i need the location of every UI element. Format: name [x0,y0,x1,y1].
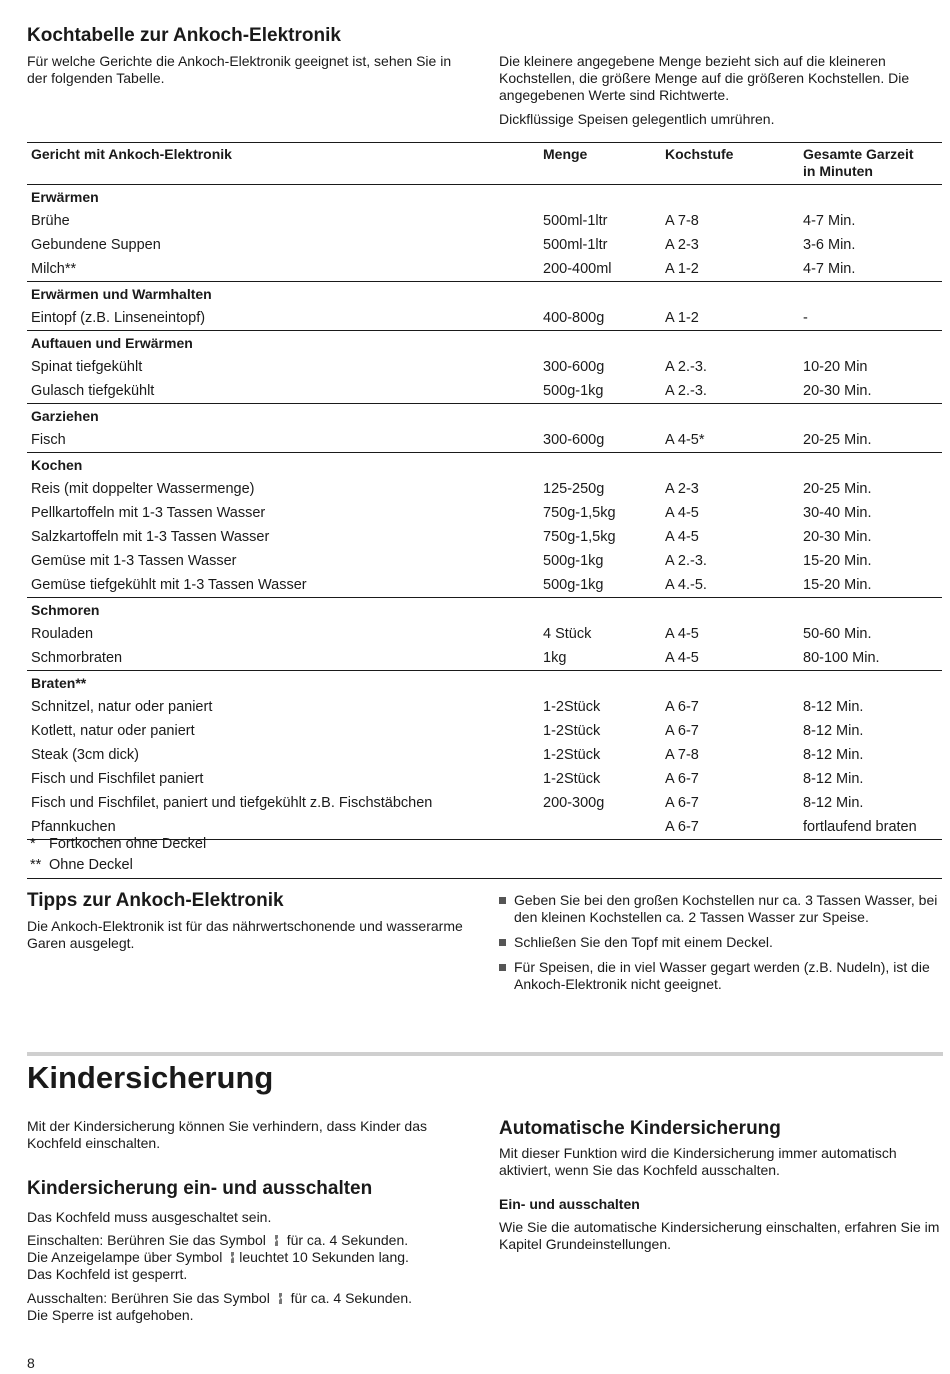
kinder-precondition: Das Kochfeld muss ausgeschaltet sein. [27,1209,272,1225]
cell-dish: Salzkartoffeln mit 1-3 Tassen Wasser [31,529,270,545]
cooking-table [27,142,942,840]
cell-level: A 4-5 [665,626,699,642]
table-group [27,331,942,404]
cell-dish: Steak (3cm dick) [31,747,139,763]
cell-time: 10-20 Min [803,359,868,375]
intro-left: Für welche Gerichte die Ankoch-Elektronik geeignet ist, sehen Sie in der folgenden Tabelle. [27,53,452,86]
cell-time: 20-25 Min. [803,481,872,497]
cell-level: A 1-2 [665,310,699,326]
header-level: Kochstufe [665,146,734,162]
table-group [27,598,942,671]
cell-level: A 6-7 [665,723,699,739]
cell-time: 8-12 Min. [803,699,864,715]
group-header-row [27,453,942,477]
cell-dish: Rouladen [31,626,94,642]
cell-level: A 7-8 [665,747,699,763]
cell-dish: Gulasch tiefgekühlt [31,383,155,399]
cell-dish: Kotlett, natur oder paniert [31,723,195,739]
note-mark: * [30,836,36,852]
group-title: Auftauen und Erwärmen [31,335,193,351]
table-group [27,282,942,331]
ausschalten-a: Ausschalten: Berühren Sie das Symbol [27,1290,270,1306]
bullet-square-icon [499,964,506,971]
cell-time: 4-7 Min. [803,261,856,277]
cell-level: A 2-3 [665,237,699,253]
cell-amount: 300-600g [543,432,605,448]
kinder-intro: Mit der Kindersicherung können Sie verhindern, dass Kinder das Kochfeld einschalten. [27,1118,428,1151]
group-header-row [27,185,942,209]
group-header-row [27,671,942,695]
cell-dish: Brühe [31,213,70,229]
note-text: Ohne Deckel [49,857,133,873]
cell-level: A 2.-3. [665,553,707,569]
ausschalten-text [27,1290,472,1324]
note-mark: ** [30,857,42,873]
cell-level: A 1-2 [665,261,699,277]
cell-time: 8-12 Min. [803,723,864,739]
cell-dish: Fisch und Fischfilet, paniert und tiefgekühlt z.B. Fischstäbchen [31,795,433,811]
cell-amount: 750g-1,5kg [543,529,616,545]
cell-time: fortlaufend braten [803,819,917,835]
cell-time: 8-12 Min. [803,747,864,763]
table-row [27,428,942,452]
cell-time: 15-20 Min. [803,553,872,569]
subtitle-ein-ausschalten: Kindersicherung ein- und ausschalten [27,1178,373,1199]
table-row [27,695,942,719]
subtitle-automatisch: Automatische Kindersicherung [499,1118,781,1139]
header-time-line1: Gesamte Garzeit [803,146,914,162]
table-row [27,379,942,403]
cell-level: A 2-3 [665,481,699,497]
group-title: Kochen [31,457,83,473]
note-row [27,855,942,876]
tips-item [499,892,944,926]
cell-dish: Spinat tiefgekühlt [31,359,143,375]
cell-level: A 2.-3. [665,359,707,375]
cell-time: 8-12 Min. [803,771,864,787]
einschalten-text [27,1232,472,1283]
group-header-row [27,331,942,355]
tips-text: Die Ankoch-Elektronik ist für das nährwertschonende und wasserarme Garen ausgelegt. [27,918,463,951]
cell-amount: 400-800g [543,310,605,326]
table-row [27,622,942,646]
cell-amount: 125-250g [543,481,605,497]
section-title-tipps: Tipps zur Ankoch-Elektronik [27,890,284,911]
header-dish: Gericht mit Ankoch-Elektronik [31,146,232,162]
table-row [27,743,942,767]
cell-dish: Milch** [31,261,77,277]
cell-level: A 4-5 [665,529,699,545]
table-header [27,142,942,185]
intro-right-2: Dickflüssige Speisen gelegentlich umrühren. [499,111,775,127]
tips-item-text: Für Speisen, die in viel Wasser gegart werden (z.B. Nudeln), ist die Ankoch-Elektronik nicht geeignet. [514,959,930,992]
header-amount: Menge [543,146,588,162]
tips-list [499,892,944,1001]
table-group [27,671,942,840]
table-notes [27,834,942,879]
section-title-kochtabelle: Kochtabelle zur Ankoch-Elektronik [27,25,341,46]
cell-amount: 500ml-1ltr [543,237,608,253]
group-title: Schmoren [31,602,100,618]
table-row [27,477,942,501]
cell-dish: Gemüse mit 1-3 Tassen Wasser [31,553,237,569]
cell-dish: Gemüse tiefgekühlt mit 1-3 Tassen Wasser [31,577,307,593]
cell-dish: Schmorbraten [31,650,123,666]
header-time-line2: in Minuten [803,163,873,179]
cell-time: 20-25 Min. [803,432,872,448]
cell-amount: 1-2Stück [543,699,601,715]
automatisch-subheading: Ein- und ausschalten [499,1196,640,1212]
tips-item [499,959,944,993]
intro-right-1: Die kleinere angegebene Menge bezieht sich auf die kleineren Kochstellen, die größere Menge auf die größeren Kochstellen. Die angegebenen Werte sind Richtwerte. [499,53,910,103]
cell-level: A 4.-5. [665,577,707,593]
table-row [27,306,942,330]
child-lock-key-icon [272,1234,281,1247]
table-group [27,404,942,453]
cell-level: A 6-7 [665,819,699,835]
cell-level: A 4-5 [665,505,699,521]
table-body [27,185,942,840]
group-header-row [27,598,942,622]
child-lock-key-icon [276,1292,285,1305]
group-header-row [27,282,942,306]
table-row [27,549,942,573]
cell-level: A 4-5 [665,650,699,666]
table-group [27,185,942,282]
cell-amount: 200-300g [543,795,605,811]
cell-amount: 300-600g [543,359,605,375]
cell-dish: Fisch und Fischfilet paniert [31,771,204,787]
cell-time: 8-12 Min. [803,795,864,811]
cell-dish: Gebundene Suppen [31,237,161,253]
cell-level: A 6-7 [665,699,699,715]
cell-amount: 500g-1kg [543,553,604,569]
cell-amount: 1kg [543,650,567,666]
automatisch-text-2: Wie Sie die automatische Kindersicherung einschalten, erfahren Sie im Kapitel Grundeinstellungen. [499,1219,940,1252]
automatisch-text: Mit dieser Funktion wird die Kindersicherung immer automatisch aktiviert, wenn Sie das Kochfeld ausschalten. [499,1145,897,1178]
cell-dish: Pellkartoffeln mit 1-3 Tassen Wasser [31,505,266,521]
bullet-square-icon [499,939,506,946]
note-text: Fortkochen ohne Deckel [49,836,207,852]
group-title: Braten** [31,675,87,691]
cell-amount: 1-2Stück [543,747,601,763]
child-lock-key-icon [228,1251,237,1264]
cell-dish: Reis (mit doppelter Wassermenge) [31,481,255,497]
einschalten-c: Die Anzeigelampe über Symbol [27,1249,223,1265]
table-row [27,646,942,670]
cell-time: 15-20 Min. [803,577,872,593]
cell-time: 20-30 Min. [803,529,872,545]
cell-dish: Pfannkuchen [31,819,116,835]
cell-amount: 200-400ml [543,261,612,277]
einschalten-a: Einschalten: Berühren Sie das Symbol [27,1232,266,1248]
tips-item [499,934,944,951]
cell-time: 80-100 Min. [803,650,880,666]
cell-time: 30-40 Min. [803,505,872,521]
table-row [27,257,942,281]
chapter-title: Kindersicherung [27,1060,274,1095]
group-header-row [27,404,942,428]
cell-time: 20-30 Min. [803,383,872,399]
page-number: 8 [27,1355,35,1371]
group-title: Erwärmen [31,189,99,205]
table-row [27,791,942,815]
cell-level: A 7-8 [665,213,699,229]
table-row [27,525,942,549]
cell-time: - [803,310,808,326]
table-row [27,719,942,743]
cell-level: A 4-5* [665,432,705,448]
cell-dish: Eintopf (z.B. Linseneintopf) [31,310,206,326]
einschalten-d: leuchtet 10 Sekunden lang. [239,1249,409,1265]
header-time [803,146,914,180]
group-title: Erwärmen und Warmhalten [31,286,212,302]
cell-level: A 2.-3. [665,383,707,399]
group-title: Garziehen [31,408,99,424]
tips-item-text: Schließen Sie den Topf mit einem Deckel. [514,934,773,950]
cell-amount: 1-2Stück [543,723,601,739]
cell-time: 3-6 Min. [803,237,856,253]
ausschalten-b: für ca. 4 Sekunden. [290,1290,413,1306]
tips-item-text: Geben Sie bei den großen Kochstellen nur ca. 3 Tassen Wasser, bei den kleinen Kochstellen ca. 2 Tassen Wasser zur Speise. [514,892,938,925]
einschalten-e: Das Kochfeld ist gesperrt. [27,1266,188,1282]
table-row [27,573,942,597]
cell-amount: 750g-1,5kg [543,505,616,521]
cell-dish: Schnitzel, natur oder paniert [31,699,213,715]
ausschalten-c: Die Sperre ist aufgehoben. [27,1307,194,1323]
bullet-square-icon [499,897,506,904]
table-group [27,453,942,598]
chapter-divider [27,1052,943,1056]
cell-level: A 6-7 [665,795,699,811]
cell-time: 50-60 Min. [803,626,872,642]
cell-amount: 500g-1kg [543,383,604,399]
cell-amount: 500ml-1ltr [543,213,608,229]
cell-level: A 6-7 [665,771,699,787]
cell-amount: 4 Stück [543,626,592,642]
cell-amount: 1-2Stück [543,771,601,787]
table-row [27,355,942,379]
note-row [27,834,942,855]
table-row [27,209,942,233]
table-row [27,767,942,791]
cell-time: 4-7 Min. [803,213,856,229]
table-row [27,501,942,525]
einschalten-b: für ca. 4 Sekunden. [286,1232,409,1248]
cell-amount: 500g-1kg [543,577,604,593]
table-row [27,233,942,257]
cell-dish: Fisch [31,432,66,448]
